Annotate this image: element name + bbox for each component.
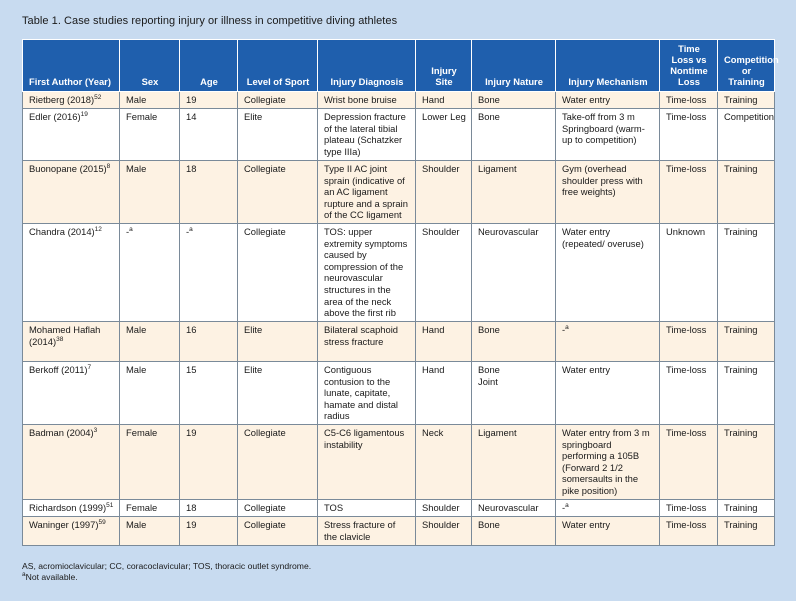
cell-diagnosis-text: Bilateral scaphoid stress fracture [324,324,399,347]
cell-nature-text: Bone [478,518,500,530]
cell-mechanism [556,516,660,545]
table-row [23,161,775,224]
cell-age-text: 16 [186,324,197,335]
cell-site [416,224,472,322]
cell-sex [120,224,180,322]
cell-site [416,92,472,109]
cell-level [238,109,318,161]
cell-nature [472,362,556,425]
cell-sex [120,161,180,224]
cell-nature-text: Ligament [478,163,517,174]
cell-diagnosis [318,92,416,109]
cell-age [180,362,238,425]
cell-nature [472,109,556,161]
cell-timeloss [660,322,718,362]
cell-mechanism-text: Water entry from 3 m springboard performing a 105B (Forward 2 1/2 somersaults in the pike position) [562,426,650,496]
cell-author-superscript: 51 [106,501,114,509]
cell-sex [120,322,180,362]
cell-age-text: 19 [186,518,197,530]
cell-author-text: Buonopane (2015) [29,163,107,174]
cell-sex-text: Male [126,94,147,105]
cell-diagnosis [318,224,416,322]
cell-site [416,362,472,425]
header-level: Level of Sport [238,40,318,92]
cell-author-text: Berkoff (2011) [29,364,88,375]
cell-level-text: Elite [244,111,263,122]
cell-sex-text: Female [126,501,158,513]
cell-author-superscript: 12 [94,226,102,233]
cell-competition [718,499,775,516]
header-age: Age [180,40,238,92]
cell-age-text: 18 [186,501,197,513]
table-row [23,362,775,425]
cell-mechanism-text: Water entry [562,364,611,375]
cell-sex [120,109,180,161]
cell-age [180,499,238,516]
cell-sex [120,499,180,516]
cell-site-text: Shoulder [422,501,460,513]
cell-site-text: Neck [422,426,444,438]
table-body [23,92,775,546]
table-row [23,516,775,545]
cell-competition [718,322,775,362]
cell-mechanism-text: Take-off from 3 m Springboard (warm-up to competition) [562,111,645,146]
cell-competition-text: Training [724,518,758,530]
cell-site [416,109,472,161]
cell-diagnosis [318,362,416,425]
footnote-marker: a [22,571,26,578]
cell-mechanism-superscript: a [565,501,569,509]
cell-diagnosis [318,161,416,224]
cell-competition-text: Training [724,364,758,375]
cell-level-text: Collegiate [244,163,286,174]
cell-site [416,161,472,224]
cell-diagnosis-text: TOS: upper extremity symptoms caused by compression of the neurovascular structures in the area of the neck above the first rib [324,226,408,319]
cell-nature [472,322,556,362]
cell-author-text: Badman (2004) [29,426,94,438]
table-row [23,224,775,322]
cell-level-text: Collegiate [244,501,286,513]
cell-author-superscript: 59 [98,518,106,526]
cell-nature-text: Bone Joint [478,364,500,387]
cell-author-superscript: 38 [56,335,64,343]
cell-nature-text: Bone [478,111,500,122]
cell-site-text: Shoulder [422,226,460,237]
cell-timeloss-text: Unknown [666,226,706,237]
cell-mechanism [556,499,660,516]
cell-competition [718,424,775,499]
cell-level [238,516,318,545]
cell-level [238,499,318,516]
cell-sex [120,92,180,109]
header-nature: Injury Nature [472,40,556,92]
cell-competition-text: Competition [724,111,775,122]
cell-sex-text: - [126,226,130,237]
cell-site [416,322,472,362]
cell-site [416,499,472,516]
cell-timeloss [660,109,718,161]
cell-author-text: Chandra (2014) [29,226,95,237]
cell-nature-text: Neurovascular [478,501,539,513]
cell-nature [472,92,556,109]
cell-level-text: Elite [244,324,263,335]
cell-sex-text: Male [126,364,147,375]
cell-timeloss [660,499,718,516]
cell-level [238,362,318,425]
cell-sex-text: Male [126,163,147,174]
cell-age [180,109,238,161]
cell-diagnosis-text: C5-C6 ligamentous instability [324,426,405,450]
cell-timeloss-text: Time-loss [666,324,707,335]
cell-nature-text: Ligament [478,426,517,438]
cell-competition-text: Training [724,324,758,335]
cell-nature-text: Bone [478,324,500,335]
cell-mechanism [556,224,660,322]
cell-author-superscript: 7 [87,364,92,371]
cell-level [238,224,318,322]
cell-diagnosis-text: Depression fracture of the lateral tibial plateau (Schatzker type IIIa) [324,111,406,157]
footnote-abbreviations: AS, acromioclavicular; CC, coracoclavicular; TOS, thoracic outlet syndrome. [22,561,312,571]
cell-age [180,322,238,362]
cell-competition-text: Training [724,501,758,513]
cell-timeloss [660,424,718,499]
cell-timeloss-text: Time-loss [666,426,707,438]
cell-mechanism [556,322,660,362]
table-row [23,424,775,499]
cell-level-text: Collegiate [244,94,286,105]
cell-site [416,516,472,545]
cell-diagnosis-text: Type II AC joint sprain (indicative of an AC ligament rupture and a sprain of the CC ligament [324,163,408,221]
cell-age [180,161,238,224]
cell-mechanism [556,109,660,161]
cell-mechanism-text: - [562,324,566,335]
cell-mechanism-text: Gym (overhead shoulder press with free weights) [562,163,643,198]
cell-diagnosis [318,109,416,161]
table-row [23,109,775,161]
cell-author-text: Rietberg (2018) [29,94,95,105]
table-footnotes [22,561,311,583]
cell-site-text: Shoulder [422,163,460,174]
cell-author [23,224,120,322]
cell-site-text: Shoulder [422,518,460,530]
cell-sex-text: Female [126,111,158,122]
header-timeloss: Time Loss vs Nontime Loss [660,40,718,92]
cell-competition [718,92,775,109]
cell-timeloss-text: Time-loss [666,501,707,513]
cell-nature-text: Bone [478,94,500,105]
cell-sex [120,362,180,425]
cell-sex-text: Male [126,324,147,335]
footnote-text: Not available. [25,572,78,582]
cell-sex [120,516,180,545]
cell-nature-text: Neurovascular [478,226,539,237]
cell-age [180,224,238,322]
cell-level [238,322,318,362]
cell-author [23,424,120,499]
cell-mechanism-text: Water entry (repeated/ overuse) [562,226,644,249]
cell-timeloss-text: Time-loss [666,518,707,530]
cell-timeloss-text: Time-loss [666,94,707,105]
cell-nature [472,161,556,224]
cell-competition [718,516,775,545]
cell-author [23,362,120,425]
cell-author-text: Mohamed Haflah (2014) [29,324,101,347]
cell-mechanism-superscript: a [565,324,569,331]
cell-author [23,322,120,362]
cell-mechanism [556,161,660,224]
cell-author-superscript: 8 [106,163,111,170]
cell-timeloss [660,224,718,322]
cell-site-text: Lower Leg [422,111,466,122]
cell-author [23,161,120,224]
cell-mechanism [556,362,660,425]
cell-sex-superscript: a [129,226,133,233]
cell-level-text: Collegiate [244,226,286,237]
table-caption: Table 1. Case studies reporting injury or illness in competitive diving athletes [22,15,398,27]
cell-sex-text: Male [126,518,147,530]
cell-mechanism [556,424,660,499]
cell-competition [718,362,775,425]
cell-competition-text: Training [724,426,758,438]
cell-competition [718,224,775,322]
cell-author [23,109,120,161]
cell-timeloss [660,161,718,224]
header-author: First Author (Year) [23,40,120,92]
cell-sex-text: Female [126,426,158,438]
cell-age-text: - [186,226,190,237]
cell-level [238,92,318,109]
cell-mechanism-text: Water entry [562,94,611,105]
cell-diagnosis-text: Stress fracture of the clavicle [324,518,396,542]
cell-mechanism-text: Water entry [562,518,611,530]
cell-diagnosis-text: TOS [324,501,344,513]
cell-diagnosis [318,516,416,545]
cell-level-text: Elite [244,364,263,375]
cell-competition [718,161,775,224]
cell-site-text: Hand [422,364,445,375]
table-header [23,40,779,92]
cell-competition-text: Training [724,226,758,237]
case-studies-table [22,39,779,546]
cell-age [180,92,238,109]
header-sex: Sex [120,40,180,92]
cell-level-text: Collegiate [244,426,286,438]
cell-timeloss [660,92,718,109]
cell-level [238,424,318,499]
cell-age [180,516,238,545]
cell-nature [472,224,556,322]
cell-competition-text: Training [724,94,758,105]
table-row [23,322,775,362]
cell-author-text: Richardson (1999) [29,501,107,513]
cell-timeloss-text: Time-loss [666,364,707,375]
cell-mechanism [556,92,660,109]
cell-age-text: 14 [186,111,197,122]
cell-age-text: 15 [186,364,197,375]
cell-age-text: 19 [186,94,197,105]
cell-timeloss-text: Time-loss [666,111,707,122]
footnote-not-available [22,572,311,583]
cell-author-superscript: 3 [93,426,98,434]
cell-author [23,499,120,516]
cell-age-superscript: a [189,226,193,233]
cell-level-text: Collegiate [244,518,286,530]
cell-nature [472,499,556,516]
cell-site [416,424,472,499]
cell-author [23,516,120,545]
cell-level [238,161,318,224]
cell-diagnosis-text: Wrist bone bruise [324,94,397,105]
cell-site-text: Hand [422,324,445,335]
header-competition: Competition or Training [718,40,775,92]
cell-sex [120,424,180,499]
cell-age [180,424,238,499]
header-site: Injury Site [416,40,472,92]
cell-diagnosis-text: Contiguous contusion to the lunate, capitate, hamate and distal radius [324,364,399,422]
cell-timeloss [660,362,718,425]
cell-diagnosis [318,499,416,516]
cell-diagnosis [318,322,416,362]
cell-author-superscript: 19 [80,111,88,118]
header-mechanism: Injury Mechanism [556,40,660,92]
cell-diagnosis [318,424,416,499]
header-diagnosis: Injury Diagnosis [318,40,416,92]
cell-mechanism-text: - [562,501,566,513]
cell-author-superscript: 52 [94,94,102,101]
cell-timeloss [660,516,718,545]
cell-author-text: Edler (2016) [29,111,81,122]
cell-competition [718,109,775,161]
cell-age-text: 18 [186,163,197,174]
cell-timeloss-text: Time-loss [666,163,707,174]
cell-age-text: 19 [186,426,197,438]
cell-author [23,92,120,109]
cell-nature [472,516,556,545]
cell-competition-text: Training [724,163,758,174]
cell-nature [472,424,556,499]
cell-site-text: Hand [422,94,445,105]
cell-author-text: Waninger (1997) [29,518,99,530]
table-row [23,92,775,109]
table-row [23,499,775,516]
